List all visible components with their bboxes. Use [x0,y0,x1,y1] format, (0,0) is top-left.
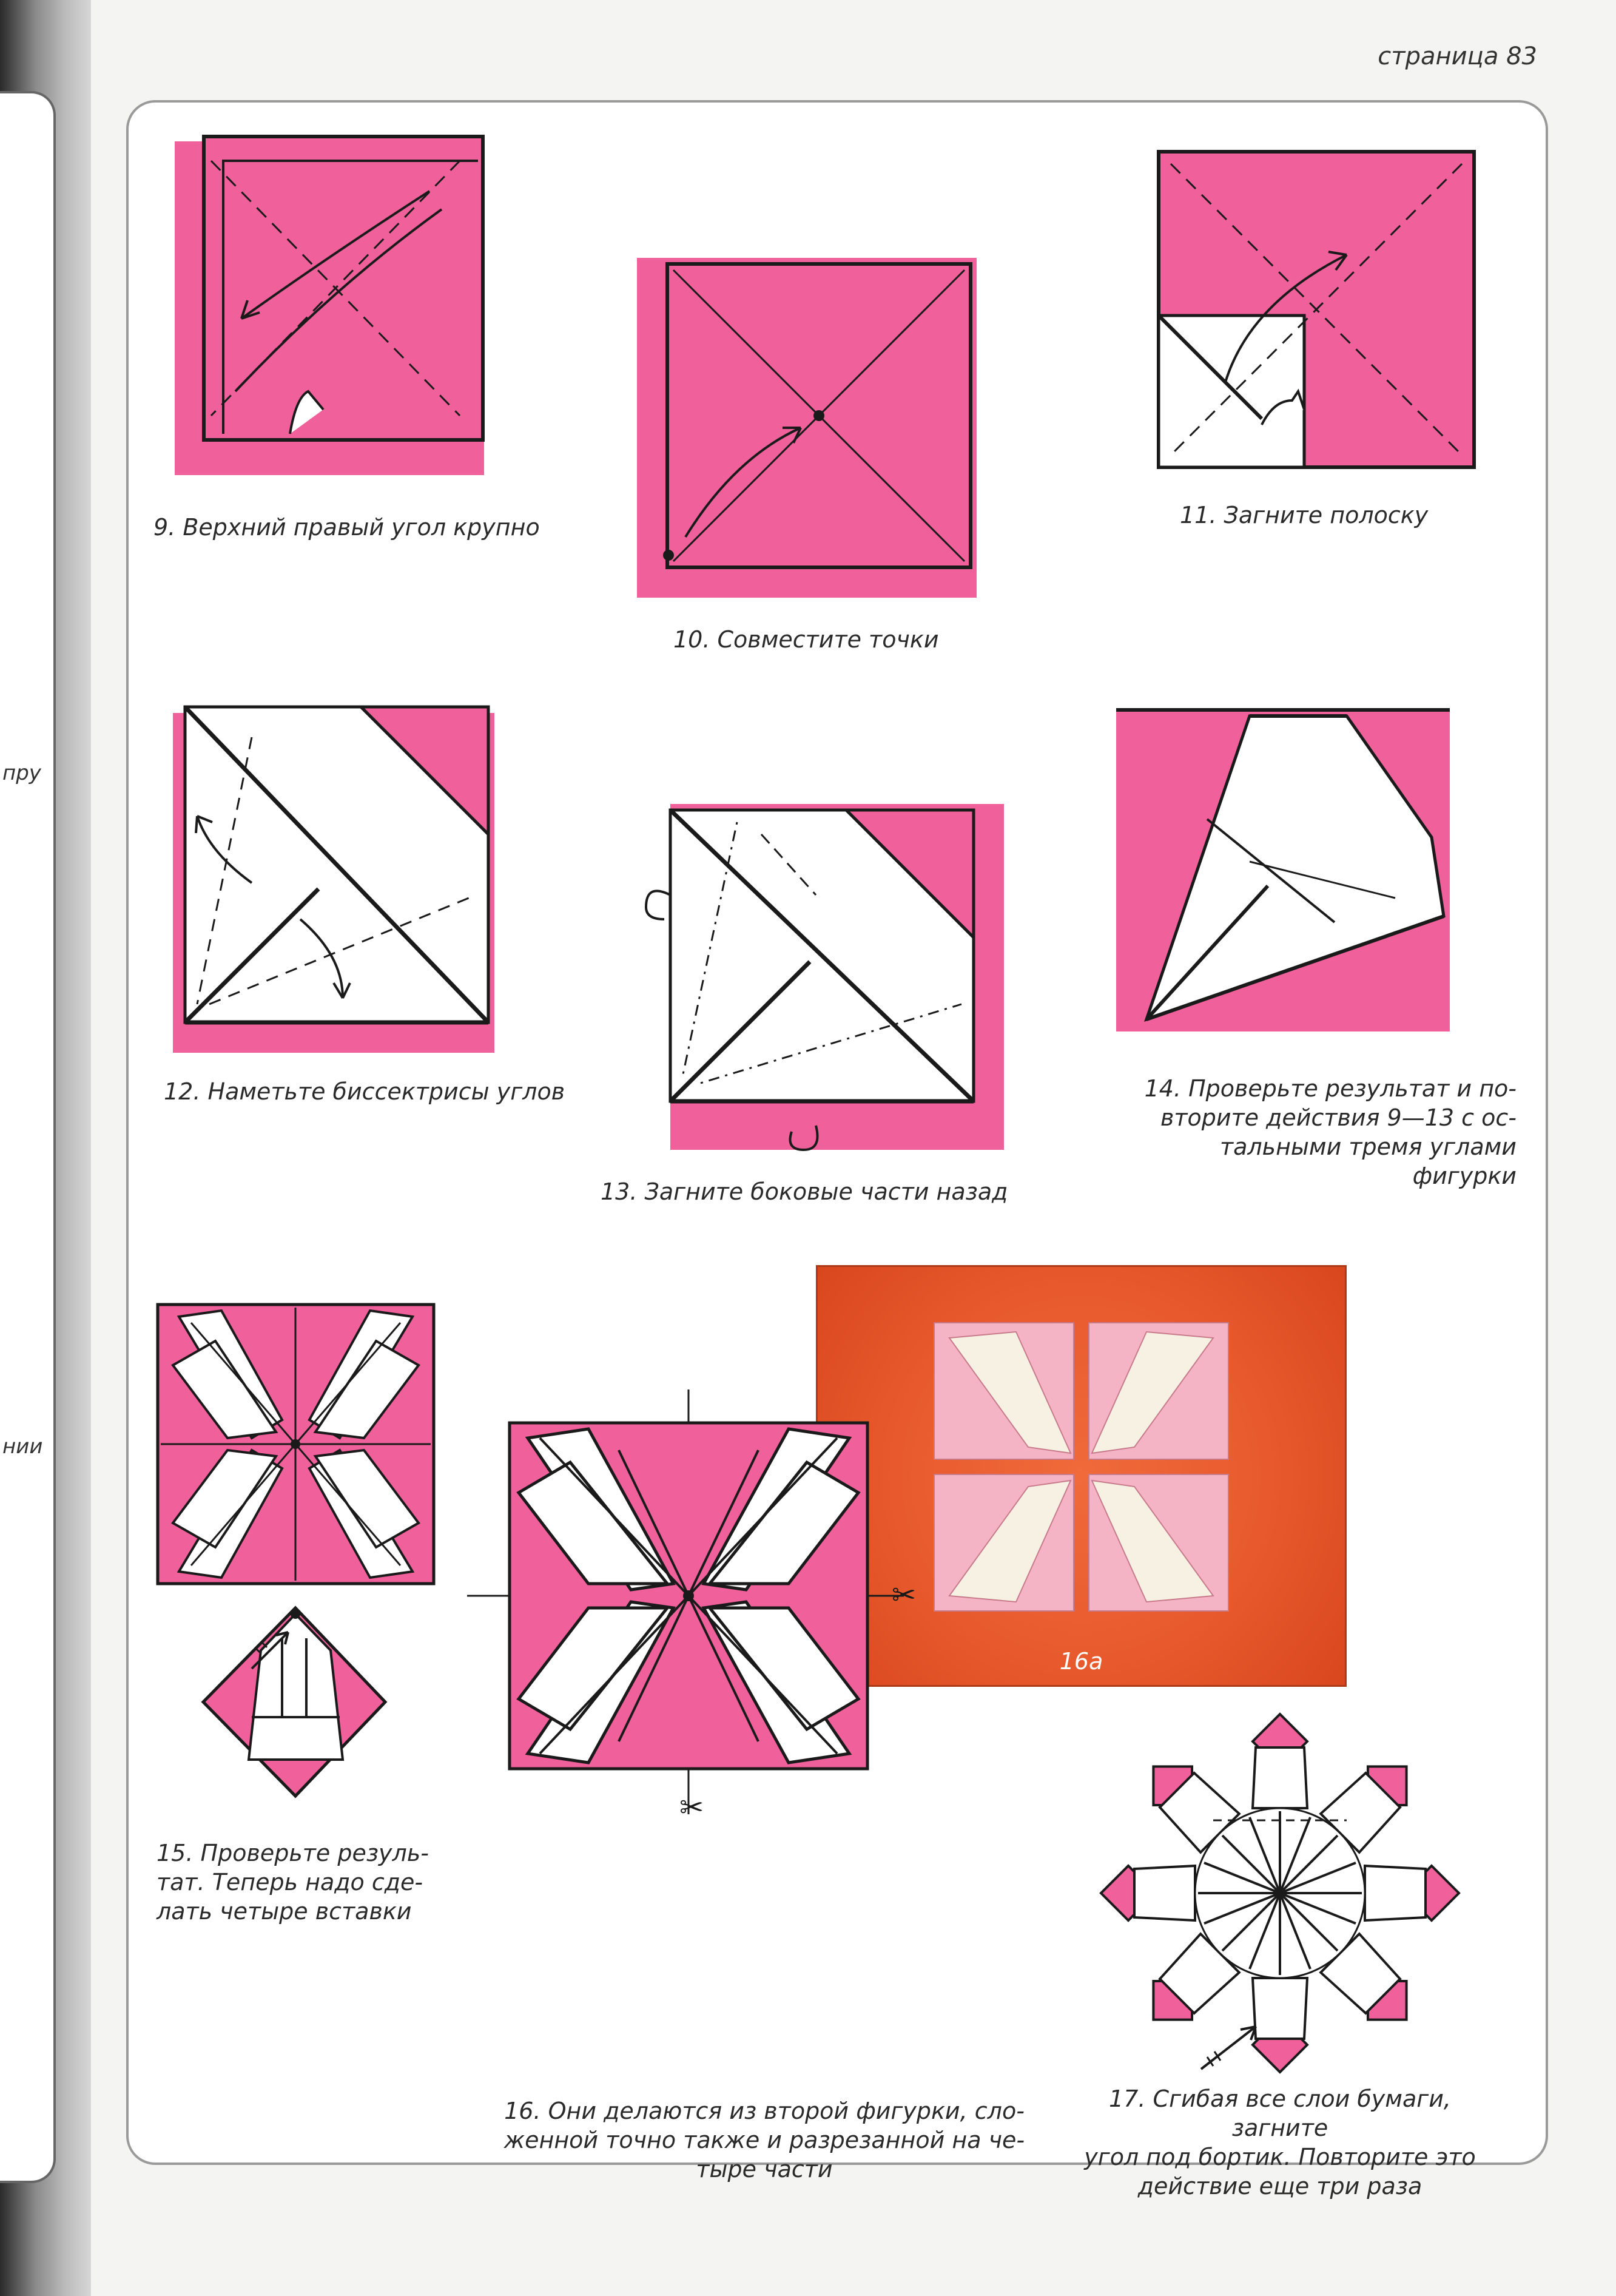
step-10-diagram [637,246,989,598]
caption-line: лать четыре вставки [157,1898,412,1925]
step-9-caption: 9. Верхний правый угол крупно [153,514,540,541]
book-page [91,0,1616,2296]
caption-line: вторите действия 9—13 с ос- [1160,1104,1517,1131]
step-11-caption: 11. Загните полоску [1180,502,1429,528]
caption-line: 15. Проверьте резуль- [157,1840,429,1866]
page-number: страница 83 [1378,42,1537,70]
step-16-caption [491,2096,1037,2184]
step-14-diagram [1116,704,1456,1032]
step-11-diagram [1159,152,1486,491]
step-12-diagram [173,701,500,1053]
step-13-diagram [634,804,1010,1150]
caption-line: угол под бортик. Повторите это [1084,2144,1476,2170]
caption-line: 17. Сгибая все слои бумаги, загните [1109,2085,1451,2141]
step-12-caption: 12. Наметьте биссектрисы углов [164,1078,565,1105]
scissors-icon: ✂ [679,1791,704,1825]
scissors-icon: ✂ [892,1578,917,1612]
step-15-caption [157,1838,429,1926]
caption-line: тат. Теперь надо сде- [157,1869,423,1896]
caption-line: 14. Проверьте результат и по- [1144,1075,1517,1102]
step-15-diagram [155,1298,470,1845]
previous-page-edge [0,91,56,2183]
step-13-caption: 13. Загните боковые части назад [601,1178,1008,1205]
caption-line: тальными тремя углами фигурки [1219,1133,1517,1189]
step-10-caption: 10. Совместите точки [673,626,939,653]
caption-line: действие еще три раза [1137,2173,1422,2200]
photo-label: 16а [1059,1648,1103,1675]
caption-line: женной точно также и разрезанной на че- [503,2127,1025,2153]
prev-page-fragment: пру [2,761,41,785]
step-17-diagram [1086,1693,1474,2087]
step-16-diagram [467,1389,916,1826]
prev-page-fragment: нии [2,1434,43,1459]
step-14-caption [1116,1074,1517,1190]
caption-line: тыре части [696,2156,833,2183]
step-9-diagram [175,137,490,488]
caption-line: 16. Они делаются из второй фигурки, сло- [504,2098,1025,2124]
step-17-caption [1068,2084,1492,2201]
